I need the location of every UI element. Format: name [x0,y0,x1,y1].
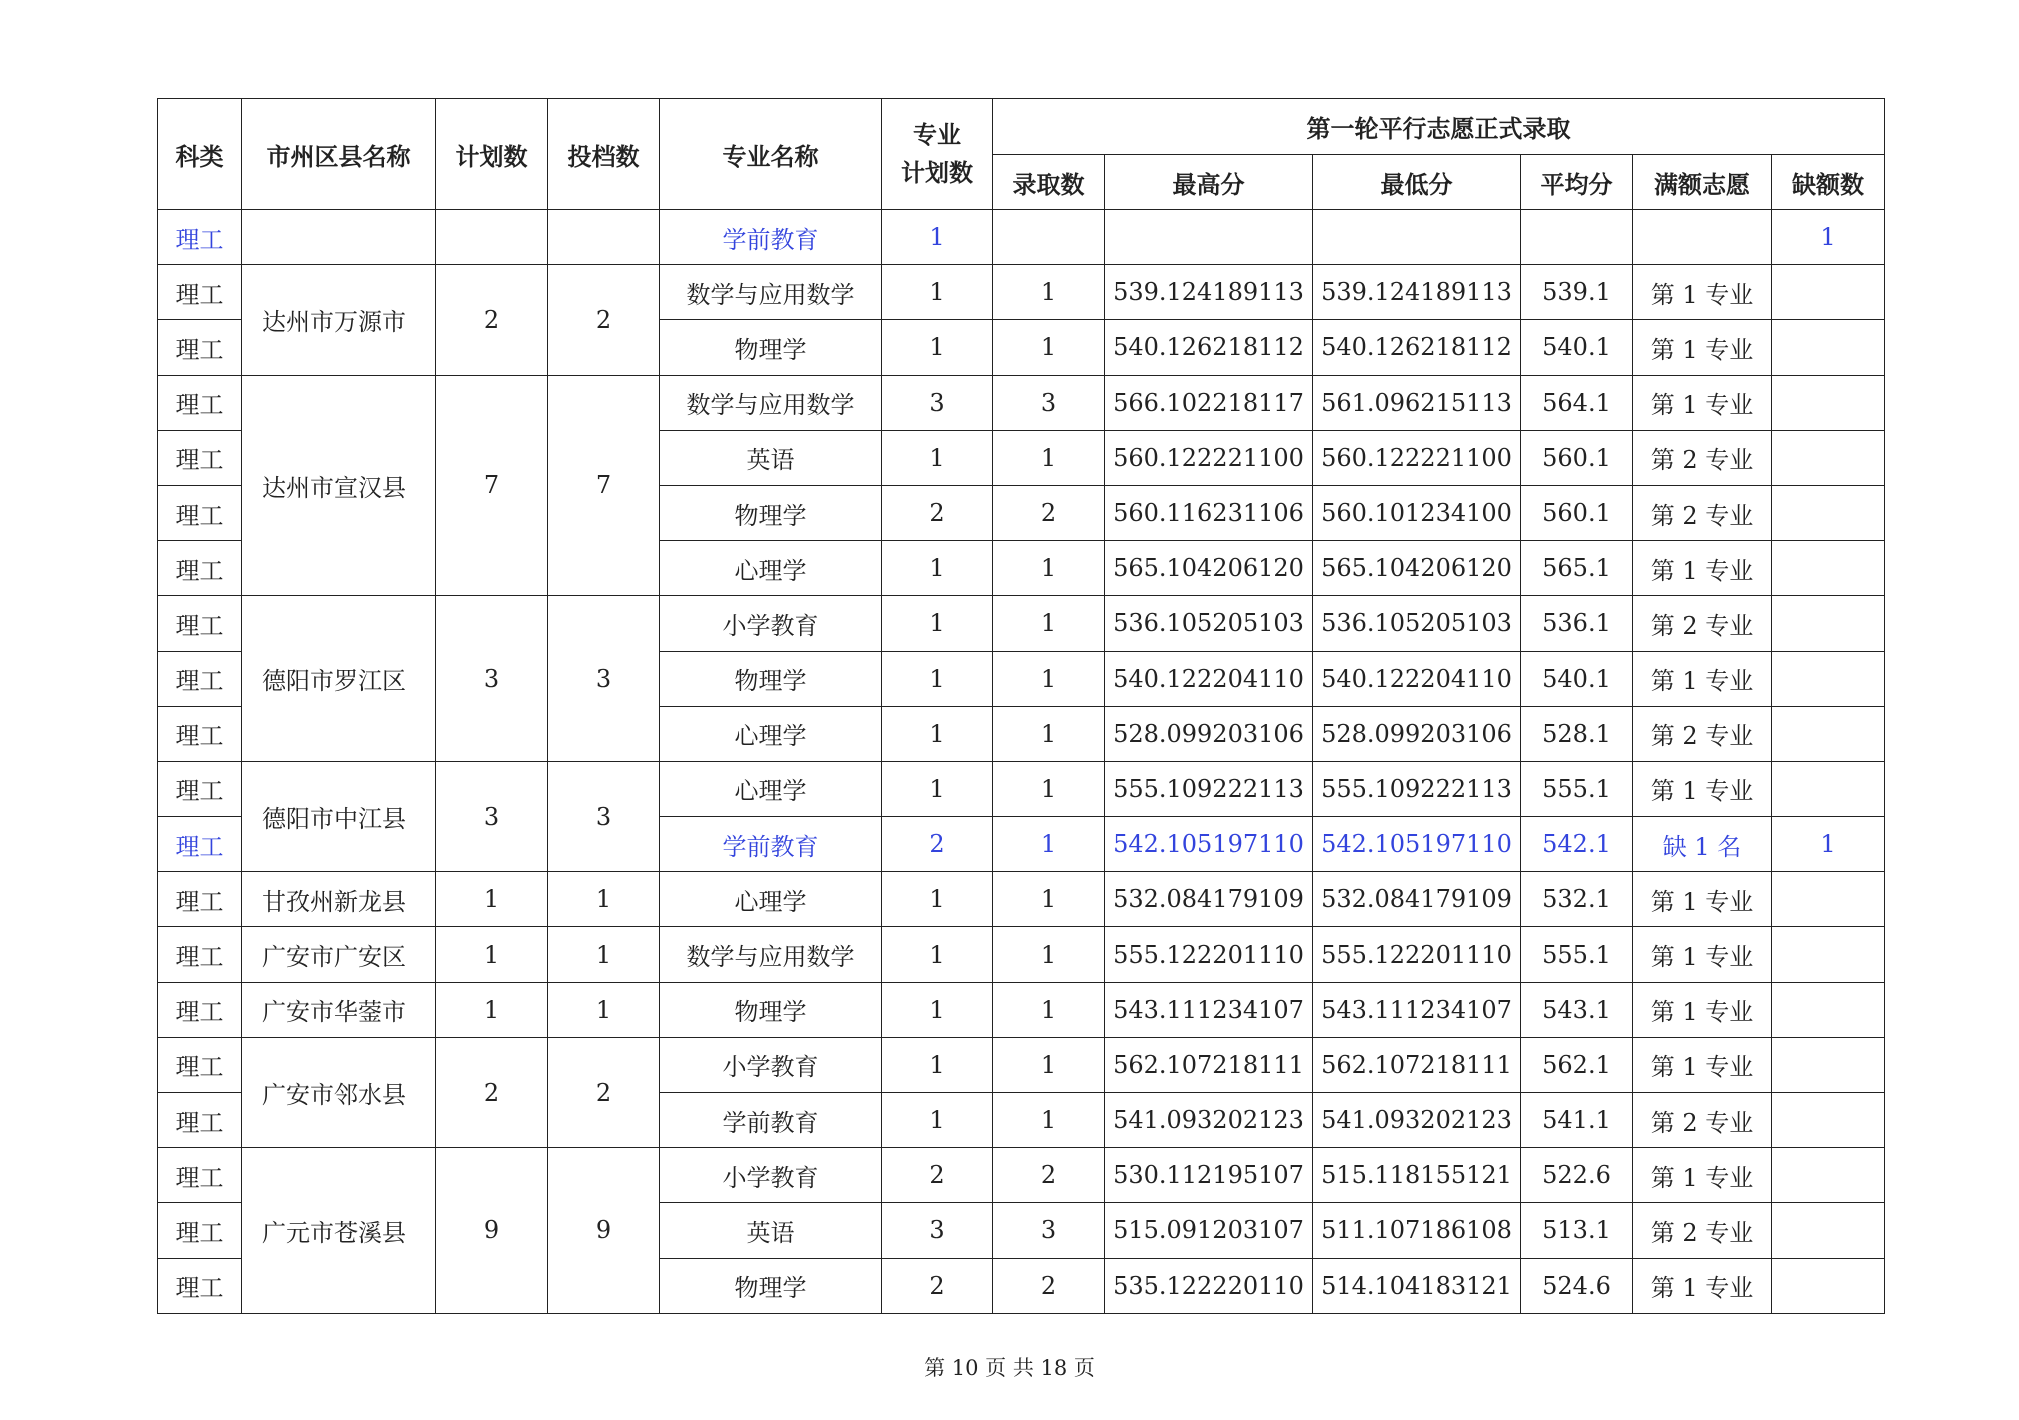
admitted-cell: 1 [993,706,1105,761]
category-cell: 理工 [158,430,242,485]
header-full: 满额志愿 [1633,155,1772,210]
category-cell: 理工 [158,872,242,927]
category-cell: 理工 [158,651,242,706]
category-cell: 理工 [158,265,242,320]
admission-table [157,98,1885,1314]
avg-score-cell: 542.1 [1521,817,1633,872]
min-score-cell: 555.109222113 [1313,761,1521,816]
min-score-cell: 560.122221100 [1313,430,1521,485]
plan-cell: 3 [436,596,548,762]
min-score-cell: 514.104183121 [1313,1258,1521,1313]
category-cell: 理工 [158,541,242,596]
full-choice-cell: 第 1 专业 [1633,651,1772,706]
major-cell: 物理学 [660,485,882,540]
major-plan-cell: 3 [882,1203,993,1258]
header-category: 科类 [158,99,242,210]
shortfall-cell [1772,1148,1885,1203]
admitted-cell: 3 [993,1203,1105,1258]
filed-cell: 2 [548,265,660,375]
plan-cell: 2 [436,265,548,375]
header-major-plan: 专业 计划数 [882,99,993,210]
major-plan-cell: 2 [882,1258,993,1313]
filed-cell: 1 [548,927,660,982]
full-choice-cell [1633,210,1772,265]
avg-score-cell: 522.6 [1521,1148,1633,1203]
full-choice-cell: 第 1 专业 [1633,541,1772,596]
major-cell: 数学与应用数学 [660,375,882,430]
category-cell: 理工 [158,1203,242,1258]
min-score-cell [1313,210,1521,265]
avg-score-cell: 543.1 [1521,982,1633,1037]
max-score-cell: 560.116231106 [1105,485,1313,540]
major-plan-cell: 1 [882,1037,993,1092]
full-choice-cell: 第 1 专业 [1633,982,1772,1037]
max-score-cell: 530.112195107 [1105,1148,1313,1203]
max-score-cell: 555.122201110 [1105,927,1313,982]
avg-score-cell: 555.1 [1521,927,1633,982]
category-cell: 理工 [158,1148,242,1203]
plan-cell: 1 [436,872,548,927]
district-cell: 甘孜州新龙县 [242,872,436,927]
shortfall-cell [1772,761,1885,816]
major-plan-cell: 1 [882,982,993,1037]
header-avg: 平均分 [1521,155,1633,210]
max-score-cell: 542.105197110 [1105,817,1313,872]
shortfall-cell [1772,706,1885,761]
major-plan-cell: 1 [882,265,993,320]
district-cell: 广元市苍溪县 [242,1148,436,1314]
major-cell: 物理学 [660,320,882,375]
filed-cell: 3 [548,761,660,871]
plan-cell: 3 [436,761,548,871]
district-cell: 广安市广安区 [242,927,436,982]
min-score-cell: 541.093202123 [1313,1093,1521,1148]
shortfall-cell: 1 [1772,817,1885,872]
full-choice-cell: 第 1 专业 [1633,320,1772,375]
min-score-cell: 511.107186108 [1313,1203,1521,1258]
major-cell: 小学教育 [660,1148,882,1203]
major-cell: 英语 [660,1203,882,1258]
header-round-group: 第一轮平行志愿正式录取 [993,99,1885,155]
full-choice-cell: 第 1 专业 [1633,1258,1772,1313]
header-major: 专业名称 [660,99,882,210]
category-cell: 理工 [158,320,242,375]
shortfall-cell [1772,320,1885,375]
full-choice-cell: 第 1 专业 [1633,761,1772,816]
avg-score-cell: 528.1 [1521,706,1633,761]
plan-cell: 7 [436,375,548,596]
admitted-cell: 1 [993,817,1105,872]
major-cell: 数学与应用数学 [660,927,882,982]
full-choice-cell: 第 2 专业 [1633,1203,1772,1258]
major-plan-cell: 1 [882,761,993,816]
admitted-cell: 1 [993,872,1105,927]
full-choice-cell: 第 2 专业 [1633,1093,1772,1148]
filed-cell: 1 [548,982,660,1037]
page-footer: 第 10 页 共 18 页 [924,1356,1095,1380]
table-row [158,927,1885,982]
major-cell: 数学与应用数学 [660,265,882,320]
table-row [158,872,1885,927]
full-choice-cell: 第 1 专业 [1633,872,1772,927]
header-filed: 投档数 [548,99,660,210]
admitted-cell: 1 [993,430,1105,485]
max-score-cell: 528.099203106 [1105,706,1313,761]
admitted-cell: 1 [993,761,1105,816]
category-cell: 理工 [158,596,242,651]
avg-score-cell [1521,210,1633,265]
max-score-cell [1105,210,1313,265]
max-score-cell: 541.093202123 [1105,1093,1313,1148]
avg-score-cell: 564.1 [1521,375,1633,430]
major-plan-cell: 2 [882,1148,993,1203]
header-admitted: 录取数 [993,155,1105,210]
major-plan-cell: 1 [882,210,993,265]
avg-score-cell: 532.1 [1521,872,1633,927]
min-score-cell: 540.122204110 [1313,651,1521,706]
max-score-cell: 536.105205103 [1105,596,1313,651]
category-cell: 理工 [158,927,242,982]
filed-cell: 2 [548,1037,660,1147]
max-score-cell: 565.104206120 [1105,541,1313,596]
major-plan-cell: 2 [882,817,993,872]
filed-cell [548,210,660,265]
shortfall-cell [1772,1258,1885,1313]
avg-score-cell: 562.1 [1521,1037,1633,1092]
min-score-cell: 540.126218112 [1313,320,1521,375]
admitted-cell: 2 [993,1258,1105,1313]
major-plan-cell: 1 [882,651,993,706]
major-cell: 学前教育 [660,817,882,872]
admitted-cell: 1 [993,1093,1105,1148]
max-score-cell: 555.109222113 [1105,761,1313,816]
admitted-cell: 1 [993,651,1105,706]
major-cell: 心理学 [660,541,882,596]
category-cell: 理工 [158,817,242,872]
category-cell: 理工 [158,485,242,540]
category-cell: 理工 [158,1037,242,1092]
admitted-cell: 2 [993,485,1105,540]
full-choice-cell: 第 2 专业 [1633,430,1772,485]
district-cell: 德阳市中江县 [242,761,436,871]
category-cell: 理工 [158,761,242,816]
district-cell: 达州市宣汉县 [242,375,436,596]
shortfall-cell [1772,1093,1885,1148]
avg-score-cell: 565.1 [1521,541,1633,596]
admitted-cell: 1 [993,982,1105,1037]
min-score-cell: 539.124189113 [1313,265,1521,320]
plan-cell: 9 [436,1148,548,1314]
major-plan-cell: 1 [882,706,993,761]
major-plan-cell: 1 [882,1093,993,1148]
header-max: 最高分 [1105,155,1313,210]
admitted-cell: 3 [993,375,1105,430]
table-body [158,210,1885,1314]
shortfall-cell [1772,1037,1885,1092]
full-choice-cell: 第 2 专业 [1633,706,1772,761]
min-score-cell: 515.118155121 [1313,1148,1521,1203]
shortfall-cell [1772,430,1885,485]
min-score-cell: 543.111234107 [1313,982,1521,1037]
min-score-cell: 565.104206120 [1313,541,1521,596]
admitted-cell: 1 [993,320,1105,375]
max-score-cell: 540.126218112 [1105,320,1313,375]
header-short: 缺额数 [1772,155,1885,210]
admitted-cell: 1 [993,1037,1105,1092]
major-cell: 物理学 [660,982,882,1037]
min-score-cell: 555.122201110 [1313,927,1521,982]
admitted-cell [993,210,1105,265]
major-cell: 心理学 [660,872,882,927]
category-cell: 理工 [158,1093,242,1148]
category-cell: 理工 [158,1258,242,1313]
admitted-cell: 1 [993,596,1105,651]
district-cell: 达州市万源市 [242,265,436,375]
avg-score-cell: 540.1 [1521,651,1633,706]
category-cell: 理工 [158,982,242,1037]
filed-cell: 1 [548,872,660,927]
avg-score-cell: 555.1 [1521,761,1633,816]
plan-cell [436,210,548,265]
max-score-cell: 532.084179109 [1105,872,1313,927]
max-score-cell: 515.091203107 [1105,1203,1313,1258]
full-choice-cell: 第 1 专业 [1633,1148,1772,1203]
major-cell: 心理学 [660,706,882,761]
major-cell: 学前教育 [660,1093,882,1148]
major-plan-cell: 1 [882,872,993,927]
full-choice-cell: 第 1 专业 [1633,1037,1772,1092]
avg-score-cell: 541.1 [1521,1093,1633,1148]
min-score-cell: 542.105197110 [1313,817,1521,872]
min-score-cell: 560.101234100 [1313,485,1521,540]
major-plan-cell: 2 [882,485,993,540]
full-choice-cell: 第 1 专业 [1633,265,1772,320]
header-district: 市州区县名称 [242,99,436,210]
district-cell: 广安市邻水县 [242,1037,436,1147]
max-score-cell: 539.124189113 [1105,265,1313,320]
district-cell: 广安市华蓥市 [242,982,436,1037]
avg-score-cell: 560.1 [1521,430,1633,485]
shortfall-cell [1772,651,1885,706]
filed-cell: 7 [548,375,660,596]
header-plan: 计划数 [436,99,548,210]
full-choice-cell: 第 2 专业 [1633,485,1772,540]
avg-score-cell: 539.1 [1521,265,1633,320]
major-plan-cell: 3 [882,375,993,430]
table-row [158,596,1885,651]
shortfall-cell [1772,375,1885,430]
shortfall-cell: 1 [1772,210,1885,265]
major-plan-cell: 1 [882,541,993,596]
district-cell: 德阳市罗江区 [242,596,436,762]
table-row [158,210,1885,265]
full-choice-cell: 第 2 专业 [1633,596,1772,651]
shortfall-cell [1772,982,1885,1037]
shortfall-cell [1772,596,1885,651]
max-score-cell: 560.122221100 [1105,430,1313,485]
category-cell: 理工 [158,706,242,761]
avg-score-cell: 540.1 [1521,320,1633,375]
filed-cell: 3 [548,596,660,762]
header-min: 最低分 [1313,155,1521,210]
table-row [158,982,1885,1037]
admitted-cell: 1 [993,927,1105,982]
major-cell: 心理学 [660,761,882,816]
max-score-cell: 562.107218111 [1105,1037,1313,1092]
min-score-cell: 528.099203106 [1313,706,1521,761]
min-score-cell: 536.105205103 [1313,596,1521,651]
plan-cell: 2 [436,1037,548,1147]
table-row [158,1148,1885,1203]
max-score-cell: 540.122204110 [1105,651,1313,706]
admitted-cell: 1 [993,265,1105,320]
plan-cell: 1 [436,982,548,1037]
table-row [158,375,1885,430]
major-plan-cell: 1 [882,596,993,651]
full-choice-cell: 第 1 专业 [1633,375,1772,430]
min-score-cell: 561.096215113 [1313,375,1521,430]
major-plan-cell: 1 [882,927,993,982]
table-row [158,265,1885,320]
major-cell: 小学教育 [660,1037,882,1092]
major-cell: 小学教育 [660,596,882,651]
shortfall-cell [1772,872,1885,927]
max-score-cell: 566.102218117 [1105,375,1313,430]
major-plan-cell: 1 [882,430,993,485]
max-score-cell: 543.111234107 [1105,982,1313,1037]
category-cell: 理工 [158,375,242,430]
major-cell: 物理学 [660,651,882,706]
plan-cell: 1 [436,927,548,982]
shortfall-cell [1772,265,1885,320]
category-cell: 理工 [158,210,242,265]
shortfall-cell [1772,1203,1885,1258]
major-cell: 学前教育 [660,210,882,265]
major-cell: 物理学 [660,1258,882,1313]
filed-cell: 9 [548,1148,660,1314]
avg-score-cell: 560.1 [1521,485,1633,540]
avg-score-cell: 513.1 [1521,1203,1633,1258]
full-choice-cell: 第 1 专业 [1633,927,1772,982]
admitted-cell: 2 [993,1148,1105,1203]
shortfall-cell [1772,541,1885,596]
min-score-cell: 562.107218111 [1313,1037,1521,1092]
table-row [158,761,1885,816]
major-plan-cell: 1 [882,320,993,375]
avg-score-cell: 524.6 [1521,1258,1633,1313]
shortfall-cell [1772,485,1885,540]
max-score-cell: 535.122220110 [1105,1258,1313,1313]
shortfall-cell [1772,927,1885,982]
district-cell [242,210,436,265]
table-row [158,1037,1885,1092]
avg-score-cell: 536.1 [1521,596,1633,651]
admitted-cell: 1 [993,541,1105,596]
min-score-cell: 532.084179109 [1313,872,1521,927]
full-choice-cell: 缺 1 名 [1633,817,1772,872]
major-cell: 英语 [660,430,882,485]
